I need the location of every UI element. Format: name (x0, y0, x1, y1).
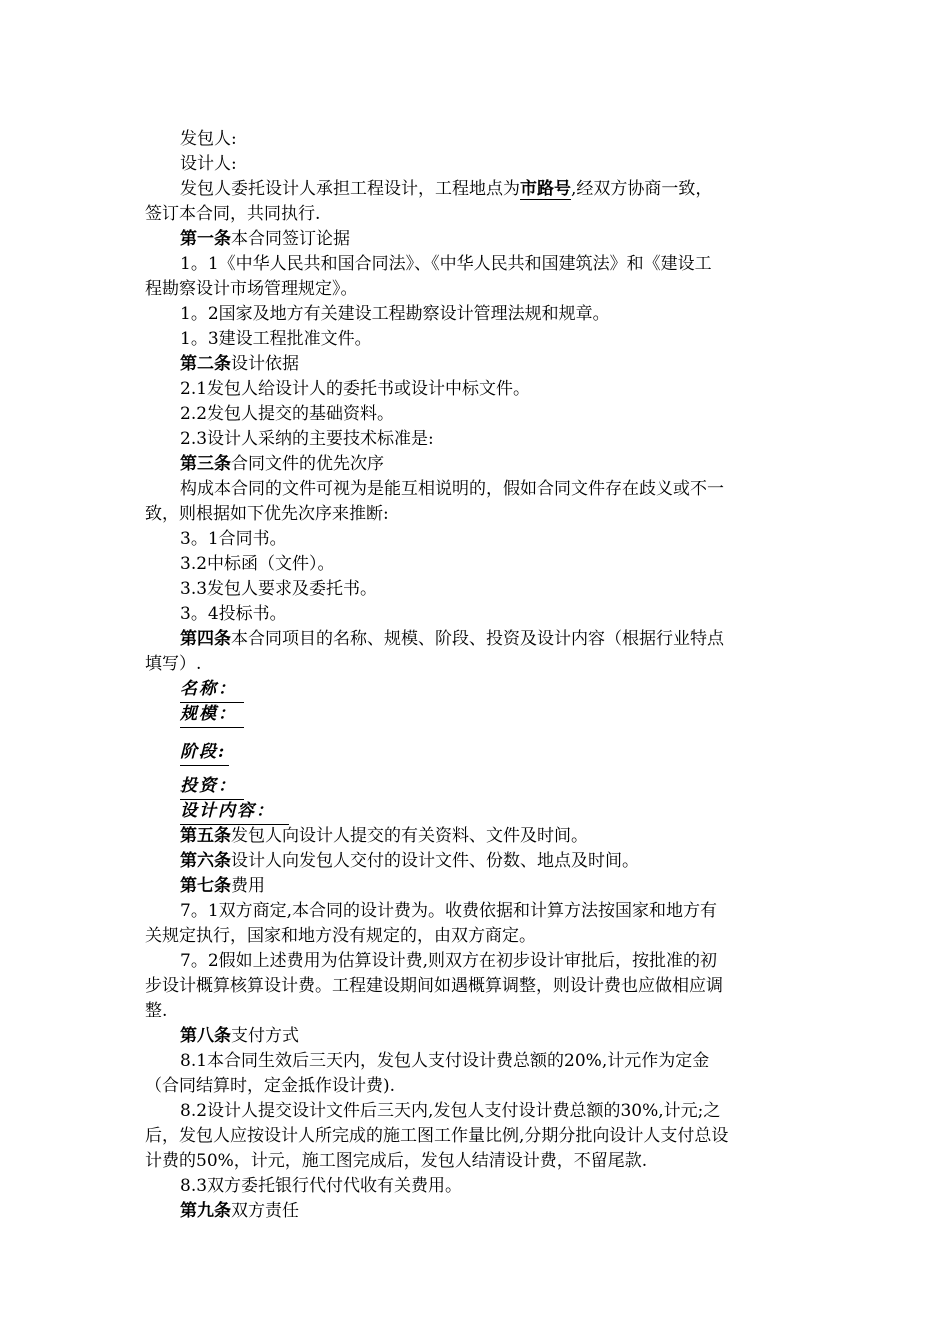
article-number: 第九条 (180, 1201, 231, 1221)
clause-7-2-cont-2: 整. (145, 1001, 168, 1021)
article-3-intro: 构成本合同的文件可视为是能互相说明的，假如合同文件存在歧义或不一 (180, 479, 724, 499)
article-number: 第八条 (180, 1026, 231, 1046)
article-title: 费用 (231, 876, 265, 896)
field-stage (180, 740, 229, 765)
designer-line: 设计人: (180, 154, 237, 174)
clause-1-3: 1。3建设工程批准文件。 (180, 329, 372, 349)
article-title: 本合同签订论据 (231, 229, 350, 249)
intro-text-end: ,经双方协商一致， (571, 179, 713, 199)
article-number: 第二条 (180, 354, 231, 374)
field-name (180, 677, 244, 702)
field-scale (180, 702, 244, 727)
article-4-heading-cont: 填写）. (145, 654, 202, 674)
article-6-heading (180, 849, 639, 874)
article-number: 第七条 (180, 876, 231, 896)
clause-1-2: 1。2国家及地方有关建设工程勘察设计管理法规和规章。 (180, 304, 610, 324)
intro-text: 发包人委托设计人承担工程设计，工程地点为 (180, 179, 520, 199)
clause-8-2-cont: 后，发包人应按设计人所完成的施工图工作量比例,分期分批向设计人支付总设 (145, 1126, 729, 1146)
clause-1-1-cont: 程勘察设计市场管理规定》。 (145, 279, 358, 299)
article-1-heading (180, 227, 350, 252)
client-line: 发包人: (180, 129, 237, 149)
clause-3-4: 3。4投标书。 (180, 604, 287, 624)
clause-8-2: 8.2设计人提交设计文件后三天内,发包人支付设计费总额的30%,计元;之 (180, 1101, 721, 1121)
field-scale-label: 规模： (180, 702, 244, 728)
clause-2-1: 2.1发包人给设计人的委托书或设计中标文件。 (180, 379, 531, 399)
field-stage-label: 阶段: (180, 740, 229, 766)
article-8-heading (180, 1024, 299, 1049)
article-title: 双方责任 (231, 1201, 299, 1221)
clause-2-2: 2.2发包人提交的基础资料。 (180, 404, 395, 424)
article-title: 支付方式 (231, 1026, 299, 1046)
article-number: 第六条 (180, 851, 231, 871)
clause-8-3: 8.3双方委托银行代付代收有关费用。 (180, 1176, 463, 1196)
field-name-label: 名称： (180, 677, 244, 703)
clause-2-3: 2.3设计人采纳的主要技术标准是: (180, 429, 434, 449)
field-investment (180, 774, 244, 799)
article-5-heading (180, 824, 588, 849)
article-title: 发包人向设计人提交的有关资料、文件及时间。 (231, 826, 588, 846)
article-title: 本合同项目的名称、规模、阶段、投资及设计内容（根据行业特点 (231, 629, 724, 649)
article-7-heading (180, 874, 265, 899)
article-title: 合同文件的优先次序 (231, 454, 384, 474)
clause-7-1: 7。1双方商定,本合同的设计费为。收费依据和计算方法按国家和地方有 (180, 901, 718, 921)
clause-7-2-cont: 步设计概算核算设计费。工程建设期间如遇概算调整，则设计费也应做相应调 (145, 976, 723, 996)
field-design-content-label: 设计内容： (180, 799, 289, 825)
clause-3-3: 3.3发包人要求及委托书。 (180, 579, 378, 599)
article-3-heading (180, 452, 384, 477)
article-3-intro-cont: 致，则根据如下优先次序来推断: (145, 504, 389, 524)
article-number: 第四条 (180, 629, 231, 649)
field-design-content (180, 799, 289, 824)
article-2-heading (180, 352, 299, 377)
clause-8-1-cont: （合同结算时，定金抵作设计费). (145, 1076, 396, 1096)
article-number: 第五条 (180, 826, 231, 846)
article-4-heading (180, 627, 724, 652)
clause-7-1-cont: 关规定执行，国家和地方没有规定的，由双方商定。 (145, 926, 536, 946)
clause-8-1: 8.1本合同生效后三天内，发包人支付设计费总额的20%,计元作为定金 (180, 1051, 710, 1071)
intro-line-2: 签订本合同，共同执行. (145, 204, 321, 224)
clause-3-2: 3.2中标函（文件）。 (180, 554, 335, 574)
clause-8-2-cont-2: 计费的50%，计元，施工图完成后，发包人结清设计费，不留尾款. (145, 1151, 648, 1171)
field-investment-label: 投资： (180, 774, 244, 800)
intro-line (180, 177, 712, 202)
project-location: 市路号 (520, 179, 571, 199)
clause-1-1: 1。1《中华人民共和国合同法》、《中华人民共和国建筑法》和《建设工 (180, 254, 712, 274)
article-9-heading (180, 1199, 299, 1224)
clause-3-1: 3。1合同书。 (180, 529, 287, 549)
article-number: 第一条 (180, 229, 231, 249)
article-title: 设计依据 (231, 354, 299, 374)
article-title: 设计人向发包人交付的设计文件、份数、地点及时间。 (231, 851, 639, 871)
clause-7-2: 7。2假如上述费用为估算设计费,则双方在初步设计审批后，按批准的初 (180, 951, 718, 971)
article-number: 第三条 (180, 454, 231, 474)
